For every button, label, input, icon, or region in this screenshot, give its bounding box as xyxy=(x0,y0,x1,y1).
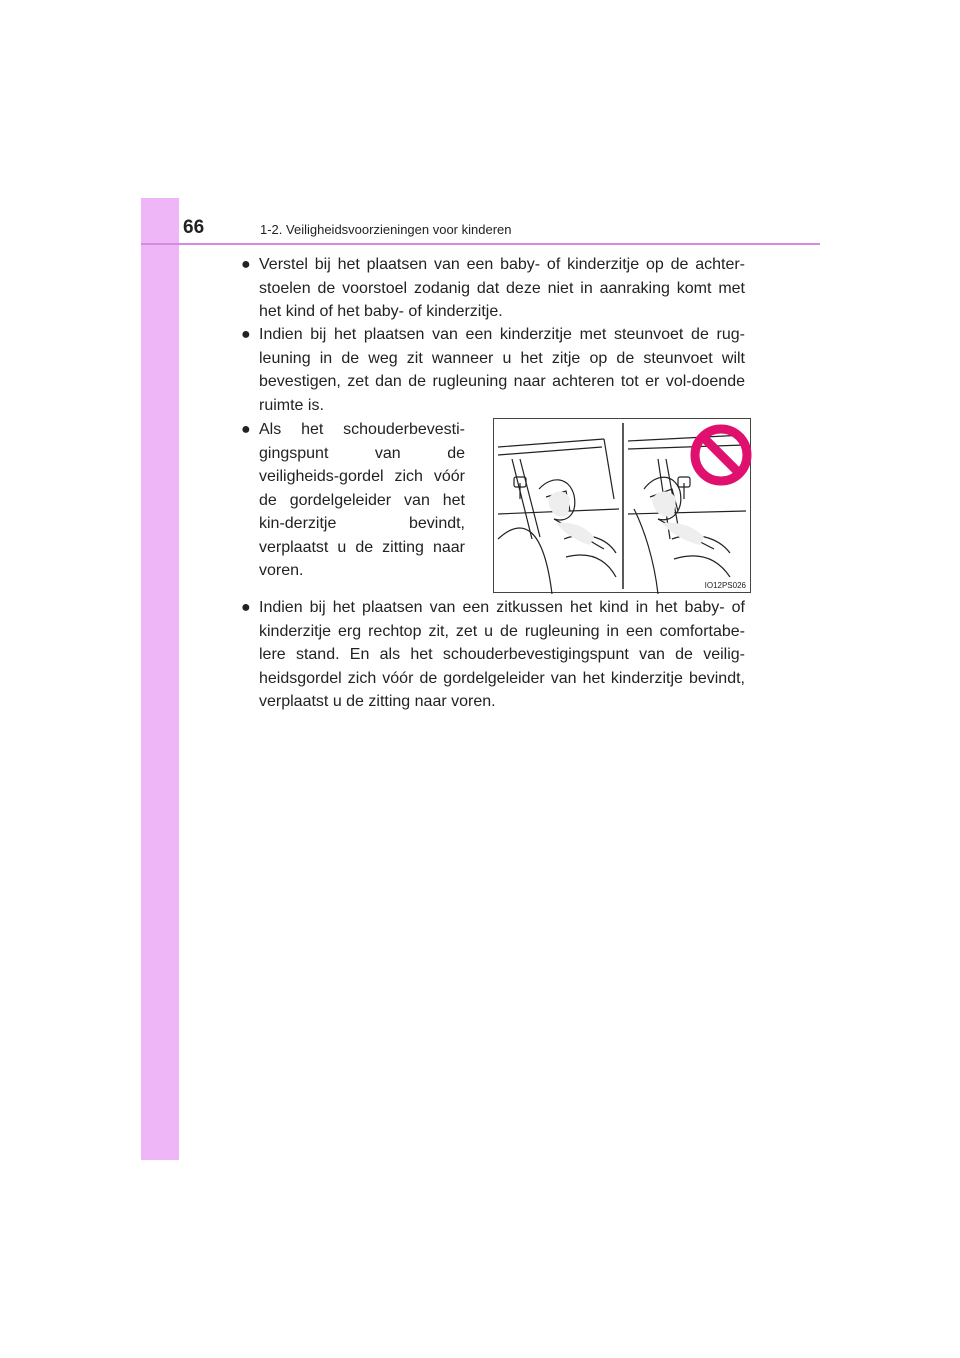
side-tab-bar xyxy=(141,198,179,1160)
list-item-text: Als het schouderbevesti-gingspunt van de veiligheids-gordel zich vóór de gordelgeleider van het kin-derzitje bevindt, verplaatst u de zitting naar voren. xyxy=(259,421,465,579)
illustration-figure xyxy=(493,418,751,593)
left-panel-drawing xyxy=(498,439,619,594)
list-item-text: Verstel bij het plaatsen van een baby- of kinderzitje op de achter-stoelen de voorstoel zodanig dat deze niet in aanraking komt met het kind of het baby- of kinderzitje. xyxy=(259,256,745,320)
list-item xyxy=(241,596,745,716)
page-number: 66 xyxy=(183,217,205,238)
list-item xyxy=(241,418,465,579)
bullet-icon: ● xyxy=(241,599,251,616)
prohibition-icon xyxy=(695,429,747,481)
list-item-text: Indien bij het plaatsen van een zitkussen het kind in het baby- of kinderzitje erg rechtop zit, zet u de rugleuning in een comfortabe-lere stand. En als het schouderbevestigingspunt van de veilig-heidsgordel zich vóór de gordelgeleider van het kinderzitje bevindt, verplaatst u de zitting naar voren. xyxy=(259,599,745,710)
list-item xyxy=(241,323,745,419)
list-item-text: Indien bij het plaatsen van een kinderzitje met steunvoet de rug-leuning in de weg zit wanneer u het zitje op de steunvoet wilt bevestigen, zet dan de rugleuning naar achteren tot er vol-doende ruimte is. xyxy=(259,326,745,414)
section-title: 1-2. Veiligheidsvoorzieningen voor kinderen xyxy=(260,222,512,237)
bullet-icon: ● xyxy=(241,421,251,438)
header-divider xyxy=(141,243,820,245)
bullet-icon: ● xyxy=(241,256,251,273)
bullet-icon: ● xyxy=(241,326,251,343)
figure-code: IO12PS026 xyxy=(704,581,746,590)
child-seat-illustration xyxy=(494,419,752,594)
list-item xyxy=(241,253,745,325)
